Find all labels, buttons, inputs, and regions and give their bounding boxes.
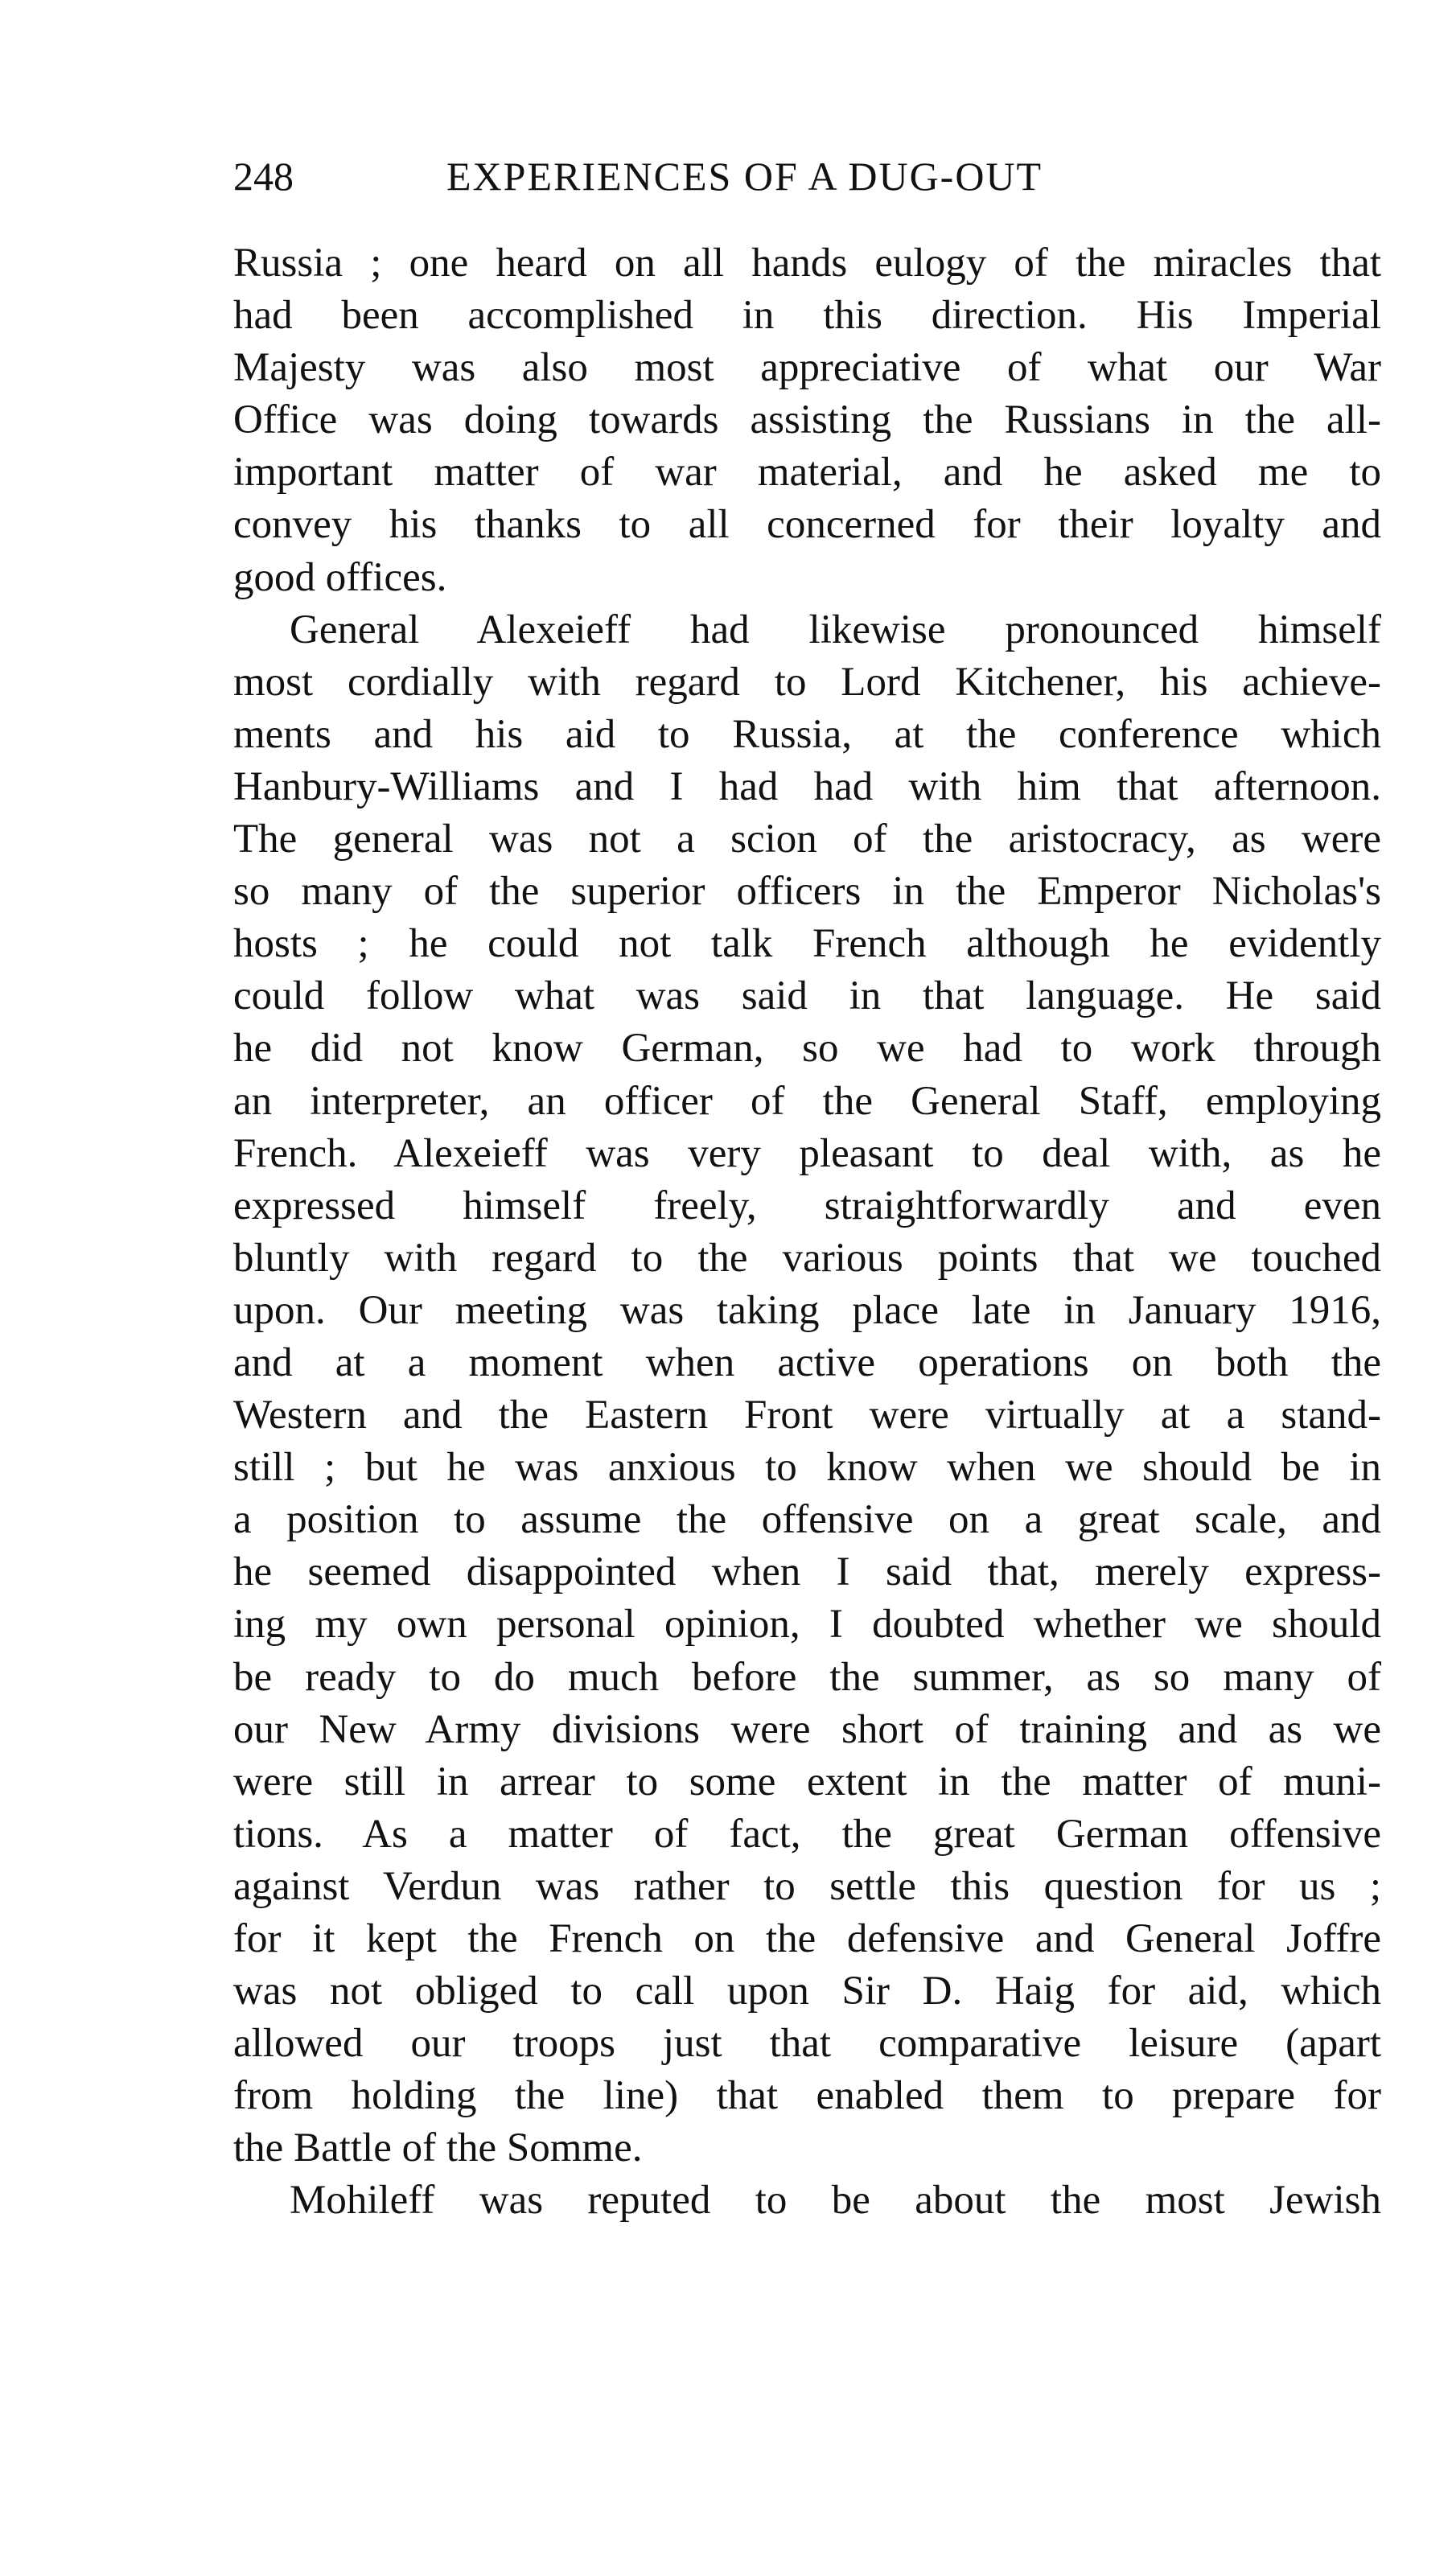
text-line: bluntly with regard to the various points that we touched	[233, 1235, 1381, 1281]
body-text	[233, 237, 1381, 2228]
text-line: important matter of war material, and he asked me to	[233, 450, 1381, 496]
text-line: hosts ; he could not talk French although he evidently	[233, 921, 1381, 967]
text-line: Russia ; one heard on all hands eulogy of the miracles that	[233, 241, 1381, 286]
text-line: Majesty was also most appreciative of what our War	[233, 345, 1381, 391]
text-line: so many of the superior officers in the Emperor Nicholas's	[233, 869, 1381, 915]
text-line: ments and his aid to Russia, at the conference which	[233, 711, 1381, 757]
text-line: he seemed disappointed when I said that, merely express-	[233, 1549, 1381, 1595]
text-line: an interpreter, an officer of the General Staff, employing	[233, 1078, 1381, 1124]
running-header	[233, 153, 1384, 209]
text-line: still ; but he was anxious to know when we should be in	[233, 1445, 1381, 1491]
text-line: upon. Our meeting was taking place late in January 1916,	[233, 1287, 1381, 1333]
text-line: our New Army divisions were short of training and as we	[233, 1706, 1381, 1752]
text-line: he did not know German, so we had to work through	[233, 1026, 1381, 1072]
text-line: against Verdun was rather to settle this question for us ;	[233, 1863, 1381, 1909]
text-line: had been accomplished in this direction. His Imperial	[233, 293, 1381, 339]
text-line: a position to assume the offensive on a great scale, and	[233, 1497, 1381, 1543]
text-line: good offices.	[233, 554, 447, 600]
running-title: EXPERIENCES OF A DUG-OUT	[446, 154, 1043, 199]
text-line: Mohileff was reputed to be about the most Jewish	[290, 2178, 1381, 2224]
page-number: 248	[233, 154, 294, 199]
text-line: was not obliged to call upon Sir D. Haig for aid, which	[233, 1969, 1381, 2014]
text-line: Western and the Eastern Front were virtually at a stand-	[233, 1393, 1381, 1438]
text-line: the Battle of the Somme.	[233, 2125, 643, 2171]
text-line: ing my own personal opinion, I doubted whether we should	[233, 1602, 1381, 1648]
text-line: allowed our troops just that comparative leisure (apart	[233, 2021, 1381, 2067]
text-line: expressed himself freely, straightforwardly and even	[233, 1183, 1381, 1228]
text-line: French. Alexeieff was very pleasant to deal with, as he	[233, 1130, 1381, 1176]
text-line: General Alexeieff had likewise pronounced himself	[290, 607, 1381, 652]
text-line: The general was not a scion of the aristocracy, as were	[233, 817, 1381, 862]
text-line: for it kept the French on the defensive and General Joffre	[233, 1916, 1381, 1961]
text-line: Hanbury-Williams and I had had with him that afternoon.	[233, 763, 1381, 809]
text-line: convey his thanks to all concerned for their loyalty and	[233, 502, 1381, 548]
text-line: Office was doing towards assisting the Russians in the all-	[233, 397, 1381, 443]
text-line: from holding the line) that enabled them to prepare for	[233, 2073, 1381, 2119]
text-line: tions. As a matter of fact, the great German offensive	[233, 1811, 1381, 1857]
text-line: could follow what was said in that language. He said	[233, 973, 1381, 1019]
text-line: be ready to do much before the summer, as so many of	[233, 1654, 1381, 1700]
text-line: most cordially with regard to Lord Kitchener, his achieve-	[233, 659, 1381, 705]
text-line: and at a moment when active operations on both the	[233, 1339, 1381, 1385]
text-line: were still in arrear to some extent in the matter of muni-	[233, 1759, 1381, 1804]
